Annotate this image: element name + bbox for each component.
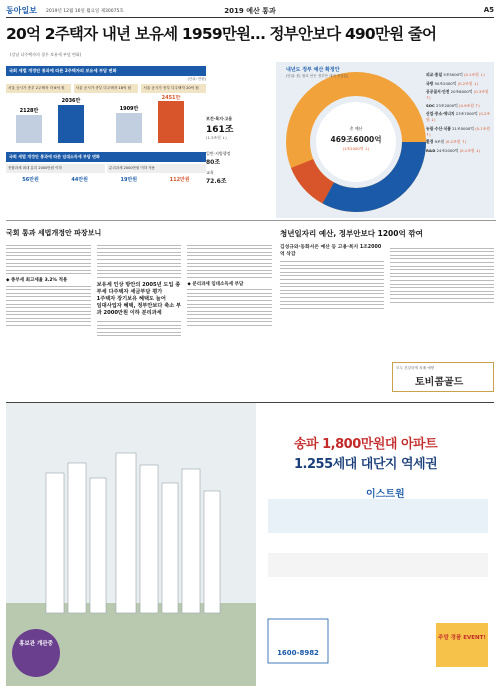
article-tax-column-3 — [187, 242, 272, 339]
article-tax-subhead-2: ◆ 분리과세 임대소득세 부담 — [187, 281, 244, 287]
budget-item-list — [426, 72, 492, 156]
page-number: A5 — [483, 6, 494, 14]
pullquote-2: 1주택자 장기보유 혜택도 늘어 — [96, 295, 166, 302]
welfare-label: 보건·복지·고용 — [206, 116, 233, 121]
budget-item: 농림·수산·식품 21조5000억 (0.1조원 ↑) — [426, 125, 491, 137]
budget-item: SOC 23조2000억 (0.9조원 ↑) — [426, 102, 480, 108]
tax-figure-unit: (단위: 만원) — [187, 77, 206, 81]
rental-value-2: 44만원 — [71, 177, 88, 183]
bar-2-label: 2036만 — [61, 98, 81, 104]
article-jobs-column-2 — [390, 245, 494, 311]
total-label: 총 예산 — [349, 126, 363, 131]
tax-figure-title: 국회 세법 개정안 통과에 따른 2주택자의 보유세 부담 변화 — [6, 66, 206, 76]
welfare-change: (1.3조원 ↓) — [206, 135, 227, 140]
tax-change-figure — [6, 66, 206, 214]
article-tax-subhead-1: ◆ 종부세 최고세율 3.2% 적용 — [6, 277, 68, 283]
budget-item: 환경 9조원 (0.2조원 ↑) — [426, 139, 467, 144]
bar-1-label: 2128만 — [19, 108, 39, 114]
bar-3 — [116, 113, 142, 143]
masthead — [6, 4, 494, 18]
article-jobs-subhead: 김성규와·동화서은 예산 등 고용·복지 1조2000억 삭감 — [280, 245, 382, 257]
rental-tax-title: 국회 세법 개정안 통과에 따른 임대소득세 부담 변화 — [6, 152, 206, 162]
badge-circle — [12, 629, 60, 677]
article-tax-pullquote — [97, 282, 182, 317]
tower — [182, 469, 200, 613]
tower — [162, 483, 178, 613]
rental-row-1: 종합과세 최대 분리 2000만원 이하 — [6, 164, 105, 173]
budget-category-figure — [206, 64, 276, 214]
apartment-towers — [46, 453, 220, 613]
bar-1 — [16, 115, 42, 143]
tower — [204, 491, 220, 613]
ad-event[interactable]: 주말 경품 EVENT! — [438, 635, 486, 641]
section-title: 2019 예산 통과 — [224, 7, 276, 15]
issue-date: 2019년 12월 16일 월요일 제30075호 — [46, 9, 124, 14]
bar-4-label: 2451만 — [161, 95, 181, 101]
ad-badge: 홍보관 개관중 — [19, 641, 53, 647]
case-b-box: 서울 공시가 종부 다주택자 18억 원 — [74, 84, 139, 93]
budget-donut-figure — [276, 62, 494, 218]
bar-3-label: 1909만 — [119, 106, 139, 112]
ad-grid-bg — [268, 553, 488, 577]
total-amount: 469조6000억 — [330, 135, 382, 144]
headline-subline: (강남 다주택자의 경우 보유세 부담 변화) — [10, 52, 82, 57]
bar-4 — [158, 101, 184, 143]
rental-value-3: 19만원 — [120, 177, 138, 183]
rental-row-2: 분리과세 2000만원 이하 적용 — [107, 164, 206, 173]
rental-value-1: 56만원 — [22, 177, 39, 183]
budget-figure-title: 내년도 정부 예산 확정안 — [286, 67, 340, 73]
welfare-amount: 161조 — [206, 125, 234, 135]
education-amount: 72.6조 — [206, 178, 227, 185]
tax-bar-chart — [6, 95, 206, 145]
apartment-ad[interactable] — [6, 402, 494, 685]
article-jobs-column-1 — [280, 245, 384, 311]
pullquote-3: 임대사업자 혜택, 정부안보다 축소 부과 2000만원 이하 분리과세 — [96, 302, 182, 316]
rental-value-4: 112만원 — [169, 177, 190, 183]
ad-headline: 송파 1,800만원대 아파트 — [294, 437, 438, 452]
article-jobs-heading: 청년일자리 예산, 정부안보다 1200억 깎여 — [280, 229, 423, 238]
pullquote-1: 보유세 인상 방안의 2005년 도입 종부세 다주택자 세금부담 평가 — [96, 281, 181, 295]
article-tax-column-1 — [6, 242, 91, 339]
article-tax-heading: 국회 통과 세법개정안 파장보니 — [6, 229, 102, 237]
tower — [46, 473, 64, 613]
tower — [68, 463, 86, 613]
budget-item: 외교·통일 5조5000억 (0.1조원 ↓) — [426, 72, 485, 77]
ad-phone[interactable]: 1600-8982 — [277, 649, 319, 657]
article-tax-column-2 — [97, 242, 182, 339]
education-label: 교육 — [206, 170, 214, 175]
small-ad[interactable] — [392, 362, 494, 392]
budget-figure-unit: (단위: 원, 괄호 안은 정부안 대비 증감분) — [286, 74, 349, 78]
budget-item: 국방 50조2000억 (0.2조원 ↓) — [426, 80, 479, 86]
budget-item: 공공질서·안전 20조8000억 (0.3조원 ↑) — [426, 89, 489, 100]
case-a-box: 서울 공시가 종부 2주택자 각 6억 원 — [6, 84, 71, 93]
ad-headline-2: 1.255세대 대단지 역세권 — [294, 457, 438, 472]
bar-2 — [58, 105, 84, 143]
article-tax — [6, 228, 272, 398]
small-ad-brand: 토비콤골드 — [415, 377, 464, 388]
total-change: (1조2000억 ↓) — [342, 146, 370, 151]
budget-item: R&D 24조2000억 (0.1조원 ↓) — [426, 147, 481, 153]
admin-amount: 80조 — [206, 159, 221, 166]
page-headline: 20억 2주택자 내년 보유세 1959만원… 정부안보다 490만원 줄어 — [6, 25, 437, 43]
ad-info-box — [268, 499, 488, 533]
tower — [116, 453, 136, 613]
admin-label: 일반·지방행정 — [206, 151, 231, 156]
tower — [140, 465, 158, 613]
ad-brand: 이스트원 — [366, 489, 405, 500]
budget-item: 산업·중소·에너지 23조7000억 (0.2조원 ↓) — [426, 111, 491, 122]
small-ad-caption: 모두 건강하게 치매 예방 — [396, 366, 435, 370]
article-youth-jobs — [280, 228, 494, 362]
ad-event-box — [436, 623, 488, 667]
newspaper-logo: 동아일보 — [6, 5, 37, 15]
case-c-box: 서울 공시가 종부 다주택자 20억 원 — [141, 84, 206, 93]
tower — [90, 478, 106, 613]
